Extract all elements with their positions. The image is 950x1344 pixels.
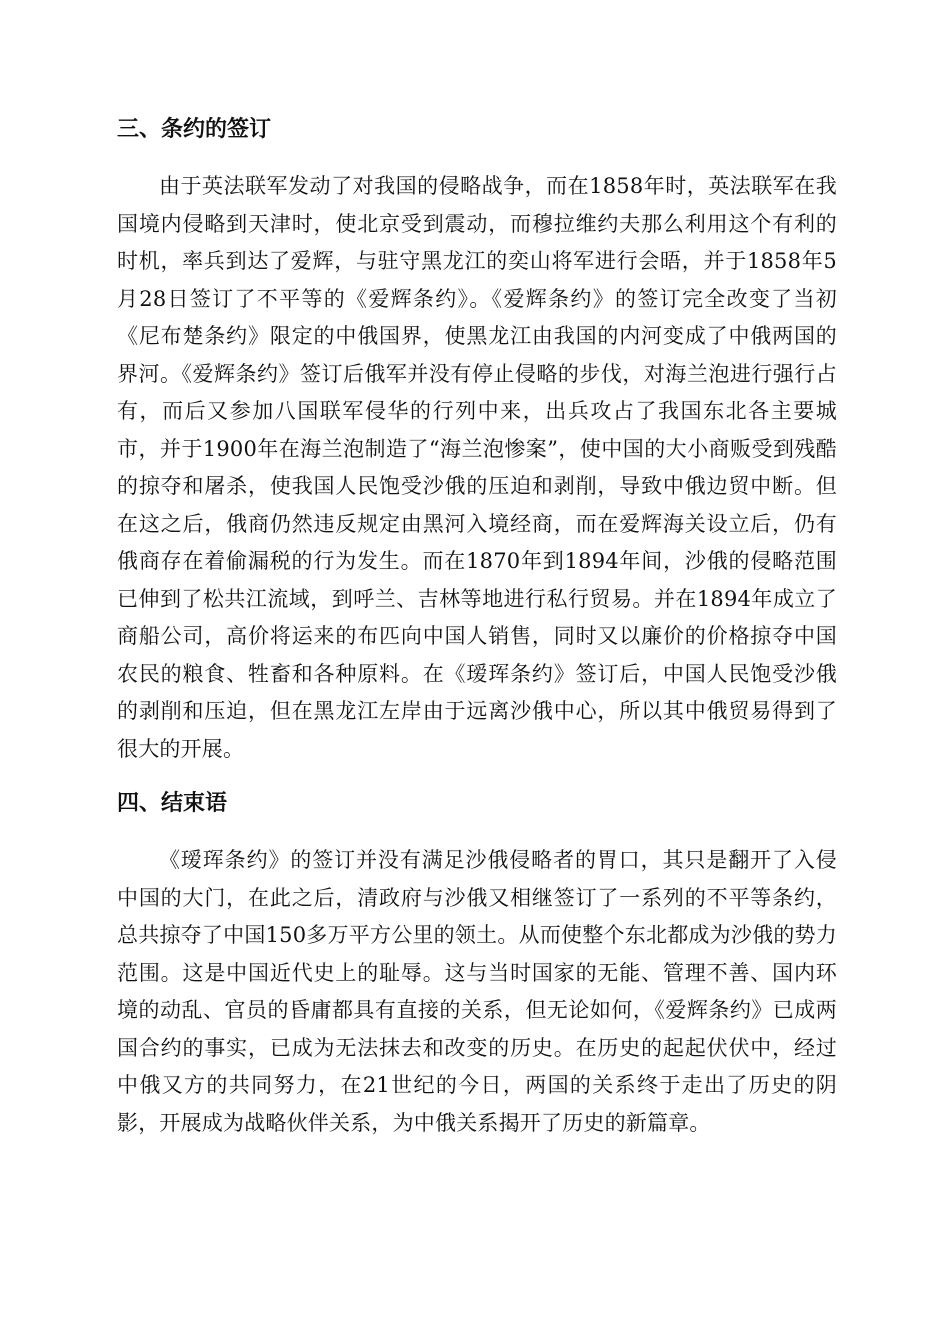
section-heading-treaty-signing: 三、条约的签订 bbox=[117, 117, 272, 142]
section-heading-conclusion: 四、结束语 bbox=[117, 791, 228, 816]
section-paragraph-treaty-signing: 由于英法联军发动了对我国的侵略战争，而在1858年时，英法联军在我国境内侵略到天津时，使北京受到震动，而穆拉维约夫那么利用这个有利的时机，率兵到达了爱辉，与驻守黑龙江的奕山将军进行会晤，并于1858年5月28日签订了不平等的《爱辉条约》。《爱辉条约》的签订完全改变了当初《尼布楚条约》限定的中俄国界，使黑龙江由我国的内河变成了中俄两国的界河。《爱辉条约》签订后俄军并没有停止侵略的步伐，对海兰泡进行强行占有，而后又参加八国联军侵华的行列中来，出兵攻占了我国东北各主要城市，并于1900年在海兰泡制造了“海兰泡惨案”，使中国的大小商贩受到残酷的掠夺和屠杀，使我国人民饱受沙俄的压迫和剥削，导致中俄边贸中断。但在这之后，俄商仍然违反规定由黑河入境经商，而在爱辉海关设立后，仍有俄商存在着偷漏税的行为发生。而在1870年到1894年间，沙俄的侵略范围已伸到了松共江流域，到呼兰、吉林等地进行私行贸易。并在1894年成立了商船公司，高价将运来的布匹向中国人销售，同时又以廉价的价格掠夺中国农民的粮食、牲畜和各种原料。在《瑷珲条约》签订后，中国人民饱受沙俄的剥削和压迫，但在黑龙江左岸由于远离沙俄中心，所以其中俄贸易得到了很大的开展。 bbox=[117, 174, 837, 761]
section-paragraph-conclusion: 《瑷珲条约》的签订并没有满足沙俄侵略者的胃口，其只是翻开了入侵中国的大门，在此之后，清政府与沙俄又相继签订了一系列的不平等条约，总共掠夺了中国150多万平方公里的领土。从而使整个东北都成为沙俄的势力范围。这是中国近代史上的耻辱。这与当时国家的无能、管理不善、国内环境的动乱、官员的昏庸都具有直接的关系，但无论如何，《爱辉条约》已成两国合约的事实，已成为无法抹去和改变的历史。在历史的起起伏伏中，经过中俄又方的共同努力，在21世纪的今日，两国的关系终于走出了历史的阴影，开展成为战略伙伴关系，为中俄关系揭开了历史的新篇章。 bbox=[117, 848, 837, 1135]
document-page bbox=[117, 112, 837, 1142]
